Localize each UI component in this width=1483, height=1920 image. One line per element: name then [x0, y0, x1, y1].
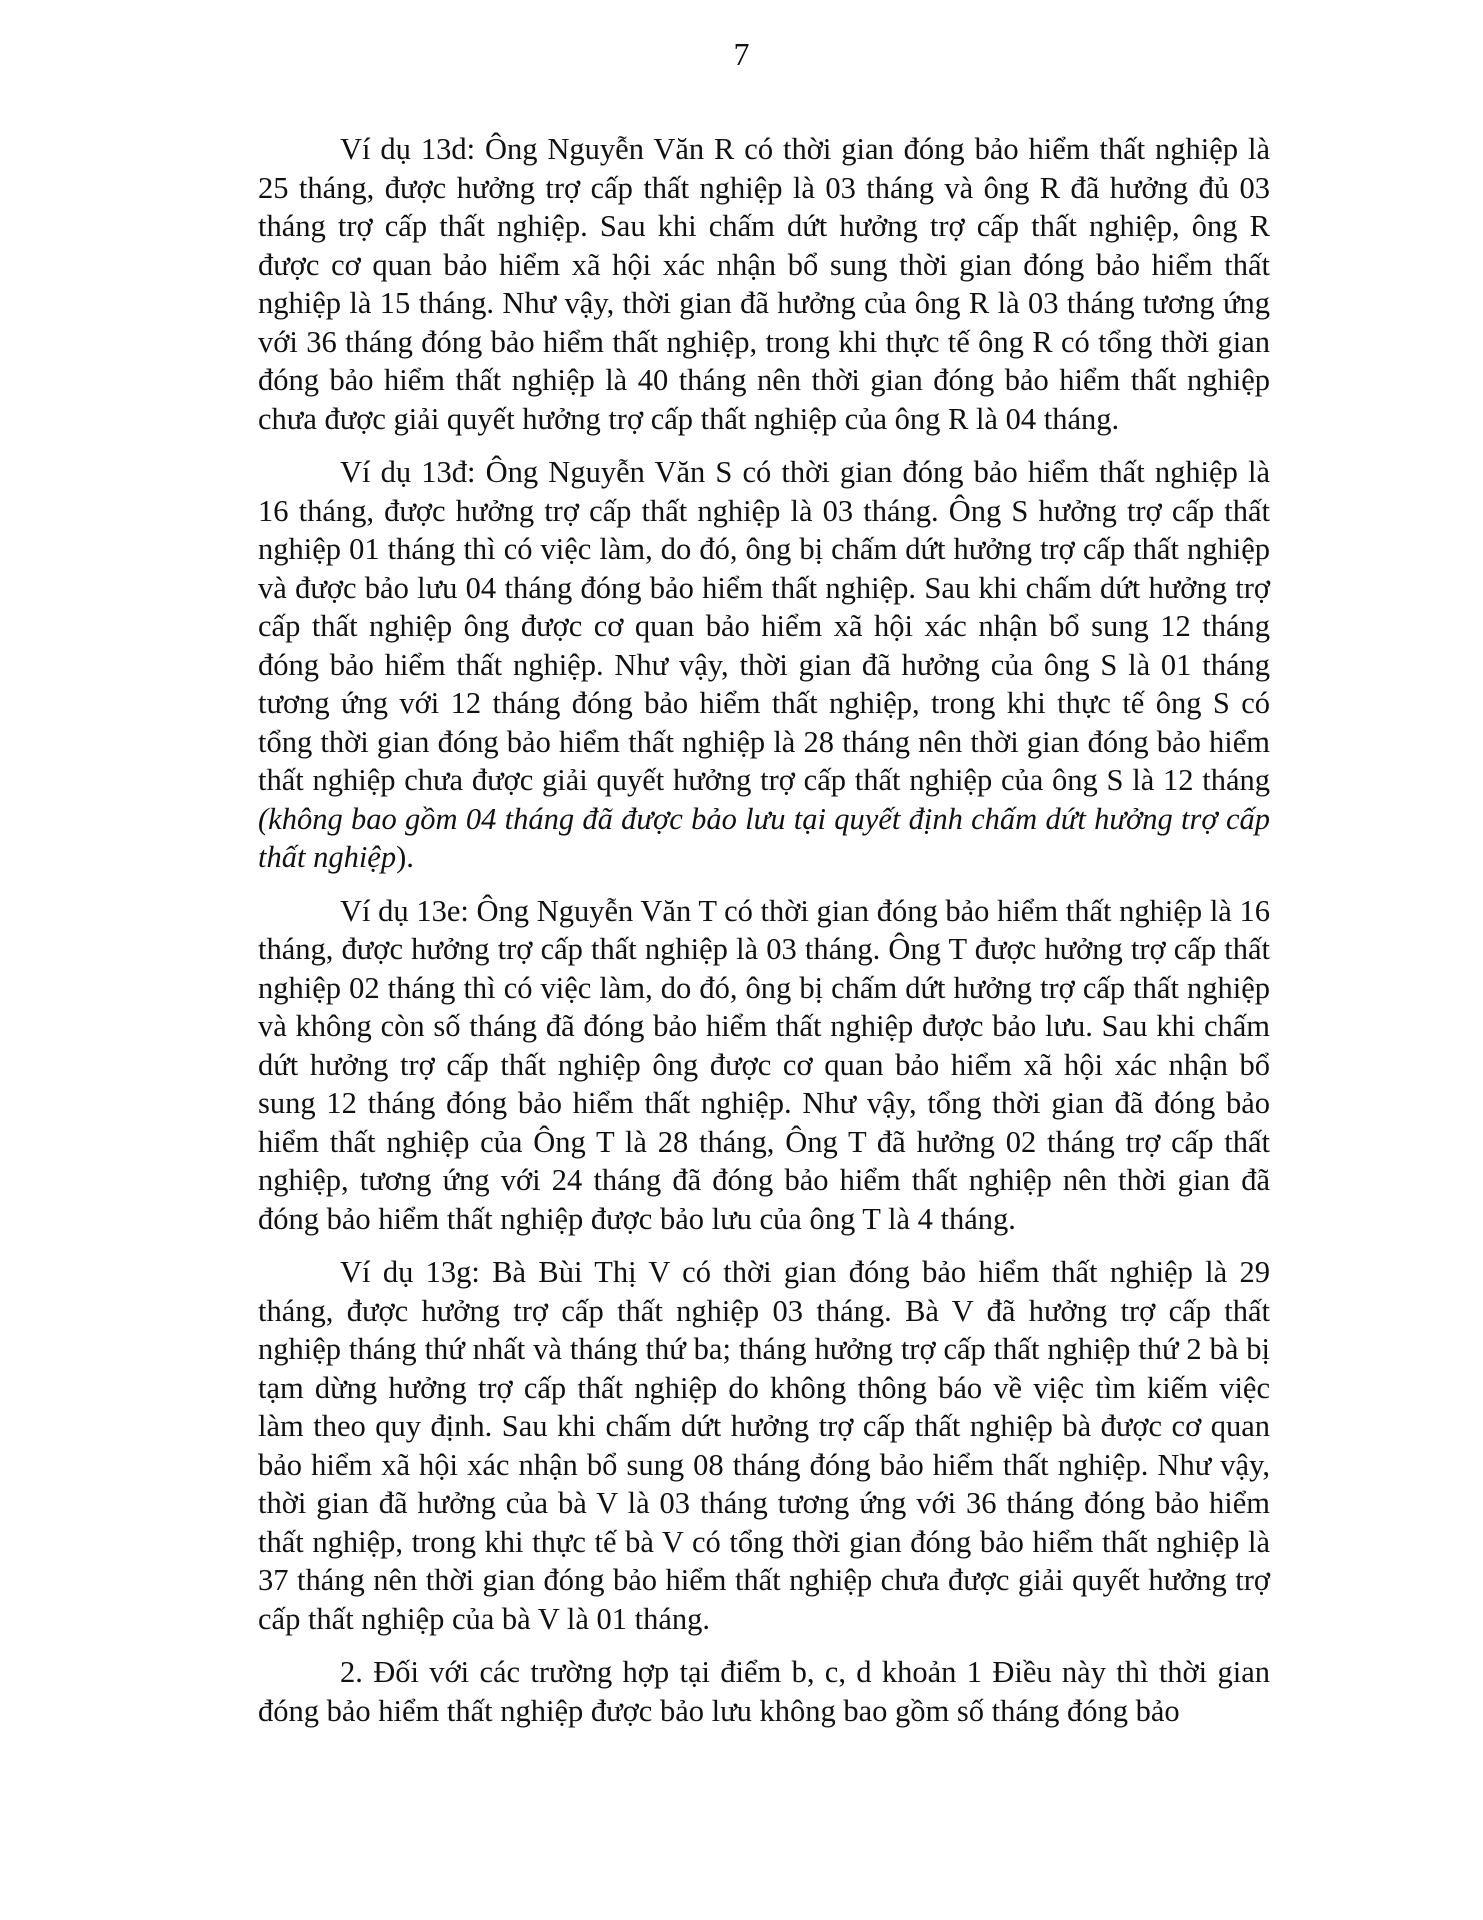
- paragraph-example-13dd: [258, 453, 1270, 877]
- paragraph-example-13e: Ví dụ 13e: Ông Nguyễn Văn T có thời gian đóng bảo hiểm thất nghiệp là 16 tháng, được hưởng trợ cấp thất nghiệp là 03 tháng. Ông T được hưởng trợ cấp thất nghiệp 02 tháng thì có việc làm, do đó, ông bị chấm dứt hưởng trợ cấp thất nghiệp và không còn số tháng đã đóng bảo hiểm thất nghiệp được bảo lưu. Sau khi chấm dứt hưởng trợ cấp thất nghiệp ông được cơ quan bảo hiểm xã hội xác nhận bổ sung 12 tháng đóng bảo hiểm thất nghiệp. Như vậy, tổng thời gian đã đóng bảo hiểm thất nghiệp của Ông T là 28 tháng, Ông T đã hưởng 02 tháng trợ cấp thất nghiệp, tương ứng với 24 tháng đã đóng bảo hiểm thất nghiệp nên thời gian đã đóng bảo hiểm thất nghiệp được bảo lưu của ông T là 4 tháng.: [258, 893, 1270, 1236]
- paragraph-text: Ví dụ 13đ: Ông Nguyễn Văn S có thời gian đóng bảo hiểm thất nghiệp là 16 tháng, được hưởng trợ cấp thất nghiệp là 03 tháng. Ông S hưởng trợ cấp thất nghiệp 01 tháng thì có việc làm, do đó, ông bị chấm dứt hưởng trợ cấp thất nghiệp và được bảo lưu 04 tháng đóng bảo hiểm thất nghiệp. Sau khi chấm dứt hưởng trợ cấp thất nghiệp ông được cơ quan bảo hiểm xã hội xác nhận bổ sung 12 tháng đóng bảo hiểm thất nghiệp. Như vậy, thời gian đã hưởng của ông S là 01 tháng tương ứng với 12 tháng đóng bảo hiểm thất nghiệp, trong khi thực tế ông S có tổng thời gian đóng bảo hiểm thất nghiệp là 28 tháng nên thời gian đóng bảo hiểm thất nghiệp chưa được giải quyết hưởng trợ cấp thất nghiệp của ông S là 12 tháng: [258, 455, 1270, 797]
- page-number: 7: [733, 36, 750, 72]
- paragraph-tail: ).: [396, 840, 414, 874]
- paragraph-example-13g: Ví dụ 13g: Bà Bùi Thị V có thời gian đóng bảo hiểm thất nghiệp là 29 tháng, được hưởng trợ cấp thất nghiệp 03 tháng. Bà V đã hưởng trợ cấp thất nghiệp tháng thứ nhất và tháng thứ ba; tháng hưởng trợ cấp thất nghiệp thứ 2 bà bị tạm dừng hưởng trợ cấp thất nghiệp do không thông báo về việc tìm kiếm việc làm theo quy định. Sau khi chấm dứt hưởng trợ cấp thất nghiệp bà được cơ quan bảo hiểm xã hội xác nhận bổ sung 08 tháng đóng bảo hiểm thất nghiệp. Như vậy, thời gian đã hưởng của bà V là 03 tháng tương ứng với 36 tháng đóng bảo hiểm thất nghiệp, trong khi thực tế bà V có tổng thời gian đóng bảo hiểm thất nghiệp là 37 tháng nên thời gian đóng bảo hiểm thất nghiệp chưa được giải quyết hưởng trợ cấp thất nghiệp của bà V là 01 tháng.: [258, 1255, 1270, 1636]
- paragraph-italic-note: (không bao gồm 04 tháng đã được bảo lưu tại quyết định chấm dứt hưởng trợ cấp thất nghiệp: [258, 801, 1270, 874]
- document-body: [258, 130, 1270, 1745]
- paragraph-clause-2: 2. Đối với các trường hợp tại điểm b, c, d khoản 1 Điều này thì thời gian đóng bảo hiểm thất nghiệp được bảo lưu không bao gồm số tháng đóng bảo: [258, 1655, 1270, 1728]
- paragraph-example-13d: Ví dụ 13d: Ông Nguyễn Văn R có thời gian đóng bảo hiểm thất nghiệp là 25 tháng, được hưởng trợ cấp thất nghiệp là 03 tháng và ông R đã hưởng đủ 03 tháng trợ cấp thất nghiệp. Sau khi chấm dứt hưởng trợ cấp thất nghiệp, ông R được cơ quan bảo hiểm xã hội xác nhận bổ sung thời gian đóng bảo hiểm thất nghiệp là 15 tháng. Như vậy, thời gian đã hưởng của ông R là 03 tháng tương ứng với 36 tháng đóng bảo hiểm thất nghiệp, trong khi thực tế ông R có tổng thời gian đóng bảo hiểm thất nghiệp là 40 tháng nên thời gian đóng bảo hiểm thất nghiệp chưa được giải quyết hưởng trợ cấp thất nghiệp của ông R là 04 tháng.: [258, 132, 1270, 436]
